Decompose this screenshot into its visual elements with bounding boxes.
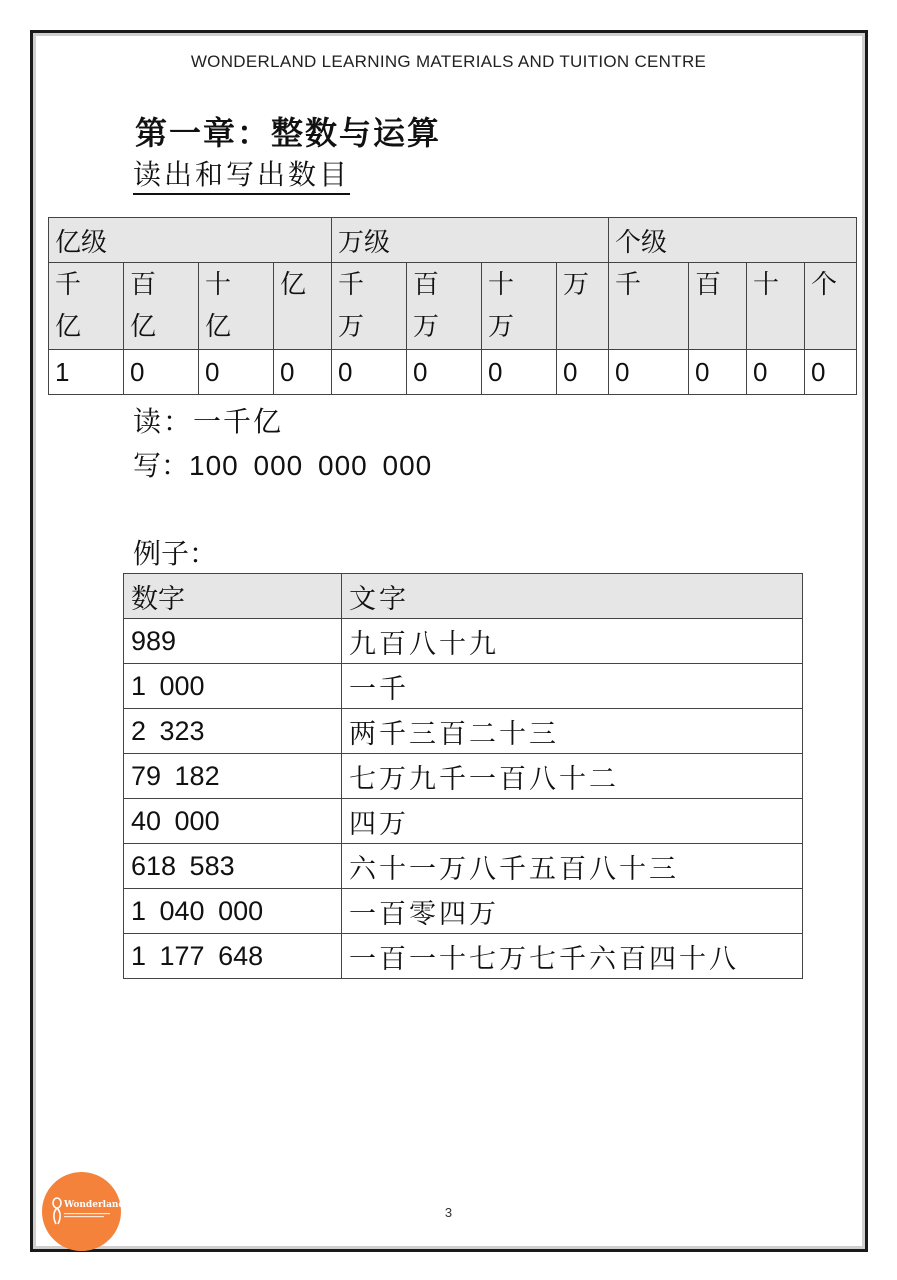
unit-cell: 千 亿 bbox=[49, 263, 124, 350]
unit-cell: 亿 bbox=[274, 263, 332, 350]
table-row bbox=[124, 754, 803, 799]
read-label: 读： bbox=[133, 405, 194, 438]
digit-cell: 0 bbox=[482, 350, 557, 395]
digit-cell: 0 bbox=[805, 350, 857, 395]
unit-cell: 个 bbox=[805, 263, 857, 350]
number-cell: 79 182 bbox=[124, 754, 342, 799]
write-value: 100 000 000 000 bbox=[189, 450, 433, 481]
words-cell: 一百一十七万七千六百四十八 bbox=[342, 934, 803, 979]
example-table bbox=[123, 573, 803, 979]
digit-cell: 0 bbox=[747, 350, 805, 395]
place-group-row bbox=[49, 218, 857, 263]
place-value-table bbox=[48, 217, 857, 395]
number-cell: 1 000 bbox=[124, 664, 342, 709]
write-label: 写： bbox=[133, 449, 190, 482]
number-cell: 989 bbox=[124, 619, 342, 664]
digit-cell: 0 bbox=[199, 350, 274, 395]
words-cell: 四万 bbox=[342, 799, 803, 844]
number-cell: 1 177 648 bbox=[124, 934, 342, 979]
digit-cell: 0 bbox=[557, 350, 609, 395]
logo-brand-text: Wonderland bbox=[64, 1200, 125, 1210]
digit-cell: 0 bbox=[609, 350, 689, 395]
number-cell: 1 040 000 bbox=[124, 889, 342, 934]
digit-cell: 0 bbox=[689, 350, 747, 395]
digit-cell: 0 bbox=[124, 350, 199, 395]
table-row bbox=[124, 619, 803, 664]
page-header: WONDERLAND LEARNING MATERIALS AND TUITION CENTRE bbox=[190, 52, 707, 71]
table-row bbox=[124, 889, 803, 934]
unit-cell: 十 万 bbox=[482, 263, 557, 350]
group-header-ge: 个级 bbox=[609, 218, 857, 263]
table-row bbox=[124, 934, 803, 979]
unit-cell: 十 亿 bbox=[199, 263, 274, 350]
header-number: 数字 bbox=[124, 574, 342, 619]
example-header-row bbox=[124, 574, 803, 619]
read-line bbox=[133, 400, 283, 440]
read-value: 一千亿 bbox=[193, 405, 284, 438]
unit-cell: 万 bbox=[557, 263, 609, 350]
unit-cell: 千 bbox=[609, 263, 689, 350]
table-row bbox=[124, 799, 803, 844]
page-number: 3 bbox=[444, 1205, 453, 1220]
digit-cell: 0 bbox=[332, 350, 407, 395]
table-row bbox=[124, 709, 803, 754]
unit-cell: 十 bbox=[747, 263, 805, 350]
group-header-wan: 万级 bbox=[332, 218, 609, 263]
words-cell: 七万九千一百八十二 bbox=[342, 754, 803, 799]
words-cell: 六十一万八千五百八十三 bbox=[342, 844, 803, 889]
example-label: 例子： bbox=[133, 537, 218, 570]
words-cell: 九百八十九 bbox=[342, 619, 803, 664]
unit-cell: 百 亿 bbox=[124, 263, 199, 350]
header-words: 文字 bbox=[342, 574, 803, 619]
write-line bbox=[133, 444, 432, 484]
chapter-title: 第一章：整数与运算 bbox=[135, 114, 442, 152]
digit-cell: 0 bbox=[407, 350, 482, 395]
words-cell: 两千三百二十三 bbox=[342, 709, 803, 754]
words-cell: 一千 bbox=[342, 664, 803, 709]
unit-cell: 百 万 bbox=[407, 263, 482, 350]
place-unit-row bbox=[49, 263, 857, 350]
place-digit-row bbox=[49, 350, 857, 395]
table-row bbox=[124, 844, 803, 889]
number-cell: 618 583 bbox=[124, 844, 342, 889]
unit-cell: 千 万 bbox=[332, 263, 407, 350]
section-title: 读出和写出数目 bbox=[133, 158, 350, 195]
unit-cell: 百 bbox=[689, 263, 747, 350]
digit-cell: 1 bbox=[49, 350, 124, 395]
words-cell: 一百零四万 bbox=[342, 889, 803, 934]
digit-cell: 0 bbox=[274, 350, 332, 395]
number-cell: 40 000 bbox=[124, 799, 342, 844]
group-header-yi: 亿级 bbox=[49, 218, 332, 263]
table-row bbox=[124, 664, 803, 709]
number-cell: 2 323 bbox=[124, 709, 342, 754]
